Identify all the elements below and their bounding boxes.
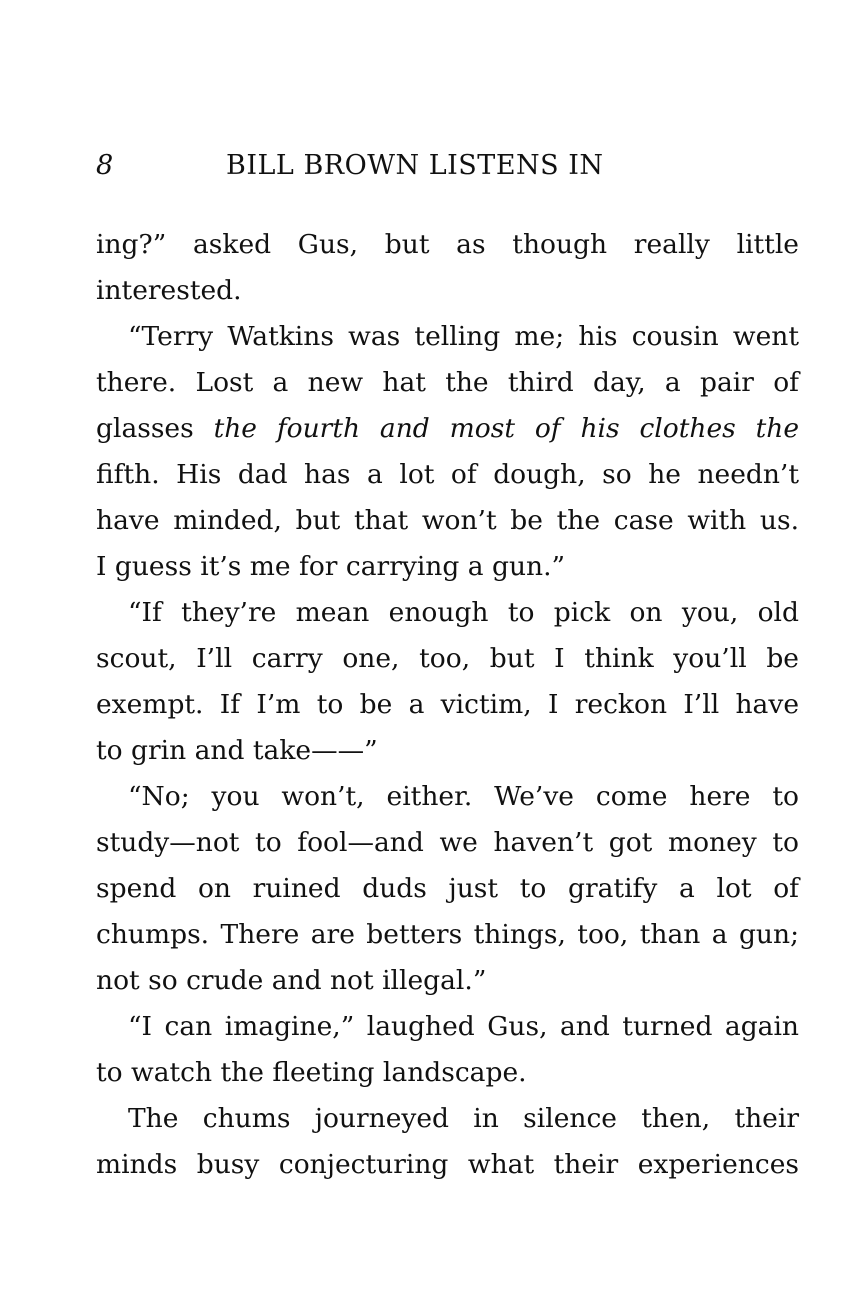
page-number: 8: [96, 150, 114, 181]
text-line: “If they’re mean enough to pick on you, old: [128, 597, 799, 628]
text-line: to grin and take——”: [96, 735, 378, 766]
text-line: exempt. If I’m to be a victim, I reckon I’ll have: [96, 689, 799, 720]
text-line: “I can imagine,” laughed Gus, and turned again: [128, 1011, 799, 1042]
text-line: glasses the fourth and most of his clothes the: [96, 413, 799, 444]
body-text: [96, 222, 799, 1188]
text-line: The chums journeyed in silence then, their: [128, 1103, 799, 1134]
italic-phrase: the fourth and most of his clothes the: [213, 413, 799, 444]
text-line: to watch the fleeting landscape.: [96, 1057, 527, 1088]
text-line: fifth. His dad has a lot of dough, so he needn’t: [96, 459, 799, 490]
text-line: there. Lost a new hat the third day, a pair of: [96, 367, 799, 398]
text-line: not so crude and not illegal.”: [96, 965, 487, 996]
text-line: spend on ruined duds just to gratify a lot of: [96, 873, 799, 904]
text-line: interested.: [96, 275, 242, 306]
text-line: minds busy conjecturing what their experiences: [96, 1149, 799, 1180]
running-title: BILL BROWN LISTENS IN: [226, 150, 604, 181]
text-line: scout, I’ll carry one, too, but I think you’ll be: [96, 643, 799, 674]
text-line: “Terry Watkins was telling me; his cousin went: [128, 321, 799, 352]
running-head: [96, 146, 796, 186]
text-line: I guess it’s me for carrying a gun.”: [96, 551, 566, 582]
text-line: “No; you won’t, either. We’ve come here to: [128, 781, 799, 812]
text-line: have minded, but that won’t be the case with us.: [96, 505, 799, 536]
text-line: ing?” asked Gus, but as though really little: [96, 229, 799, 260]
text-line: study—not to fool—and we haven’t got money to: [96, 827, 799, 858]
text-line: chumps. There are betters things, too, than a gun;: [96, 919, 799, 950]
